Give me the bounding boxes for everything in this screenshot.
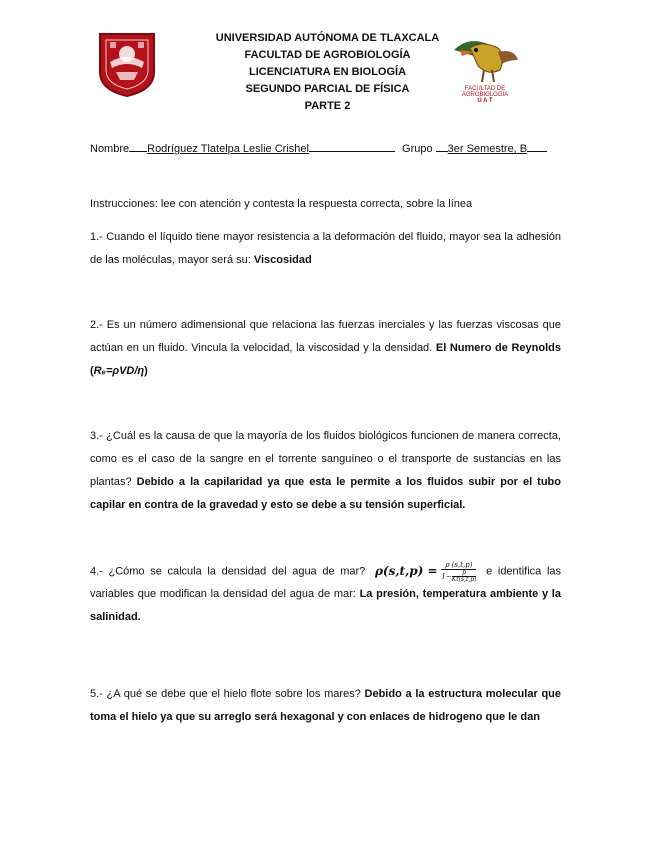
name-blank-suffix bbox=[309, 140, 395, 152]
group-blank-suffix bbox=[527, 140, 547, 152]
question-2-answer[interactable]: El Numero de Reynolds (Rₑ=ρVD/η) bbox=[90, 342, 561, 377]
right-logo-text-1: FACULTAD DE bbox=[464, 86, 506, 92]
group-label: Grupo bbox=[402, 143, 433, 155]
right-logo-text-2: AGROBIOLOGIA bbox=[461, 92, 509, 98]
reynolds-formula: Rₑ=ρVD/η bbox=[93, 365, 145, 377]
question-4-answer[interactable]: La presión, temperatura ambiente y la salinidad. bbox=[90, 588, 561, 624]
faculty-bird-logo bbox=[448, 30, 522, 102]
instructions: Instrucciones: lee con atención y contesta la respuesta correcta, sobre la línea bbox=[90, 198, 473, 210]
question-5-text: 5.- ¿A qué se debe que el hielo flote sobre los mares? bbox=[90, 688, 365, 700]
question-5 bbox=[90, 683, 561, 729]
exam-title: SEGUNDO PARCIAL DE FÍSICA bbox=[245, 83, 410, 95]
group-blank-prefix bbox=[436, 140, 448, 152]
question-3-answer[interactable]: Debido a la capilaridad ya que esta le permite a los fluidos subir por el tubo capilar en contra de la gravedad y esto se debe a su tensión superficial. bbox=[90, 476, 561, 511]
question-4 bbox=[90, 560, 561, 629]
header-title-block bbox=[180, 30, 475, 115]
name-label: Nombre bbox=[90, 143, 130, 155]
student-info-row bbox=[90, 140, 570, 155]
density-fraction: ρ (s,t,p) 1− $\frac{p}{Kt(s,t,p)}$ bbox=[441, 560, 477, 583]
name-blank-prefix bbox=[129, 140, 147, 152]
question-1-answer[interactable]: Viscosidad bbox=[253, 254, 312, 266]
exam-part: PARTE 2 bbox=[304, 100, 351, 112]
question-2-text: 2.- Es un número adimensional que relaciona las fuerzas inerciales y las fuerzas viscosas que actúan en un fluido. Vincula la velocidad, la viscosidad y la densidad. bbox=[90, 319, 561, 354]
question-3 bbox=[90, 425, 561, 517]
question-1-text: 1.- Cuando el líquido tiene mayor resistencia a la deformación del fluido, mayor sea la adhesión de las moléculas, mayor será su: bbox=[90, 231, 561, 266]
faculty-name: FACULTAD DE AGROBIOLOGÍA bbox=[244, 49, 411, 61]
question-1 bbox=[90, 226, 561, 272]
question-3-text: 3.- ¿Cuál es la causa de que la mayoría de los fluidos biológicos funcionen de manera correcta, como es el caso de la sangre en el torrente sanguíneo o el transporte de sustancias en las plantas? bbox=[90, 430, 561, 488]
seawater-density-formula: ρ(s,t,p) = ρ (s,t,p) 1− $\frac{p}{Kt(s,t,p)}$ bbox=[374, 560, 477, 583]
right-logo-text-3: U A T bbox=[477, 98, 493, 102]
question-4-text-mid: e identifica las variables que modifican la densidad del agua de mar: bbox=[90, 565, 562, 601]
header bbox=[0, 30, 655, 120]
university-shield-logo bbox=[96, 32, 158, 98]
question-5-answer[interactable]: Debido a la estructura molecular que toma el hielo ya que su arreglo será hexagonal y con enlaces de hidrogeno que le dan bbox=[90, 688, 561, 723]
student-group[interactable]: 3er Semestre, B bbox=[447, 143, 528, 155]
question-2 bbox=[90, 314, 561, 383]
student-name[interactable]: Rodríguez Tlatelpa Leslie Crishel bbox=[147, 143, 309, 155]
question-4-text-start: 4.- ¿Cómo se calcula la densidad del agua de mar? bbox=[90, 565, 371, 578]
program-name: LICENCIATURA EN BIOLOGÍA bbox=[248, 66, 407, 78]
university-name: UNIVERSIDAD AUTÓNOMA DE TLAXCALA bbox=[215, 32, 440, 44]
